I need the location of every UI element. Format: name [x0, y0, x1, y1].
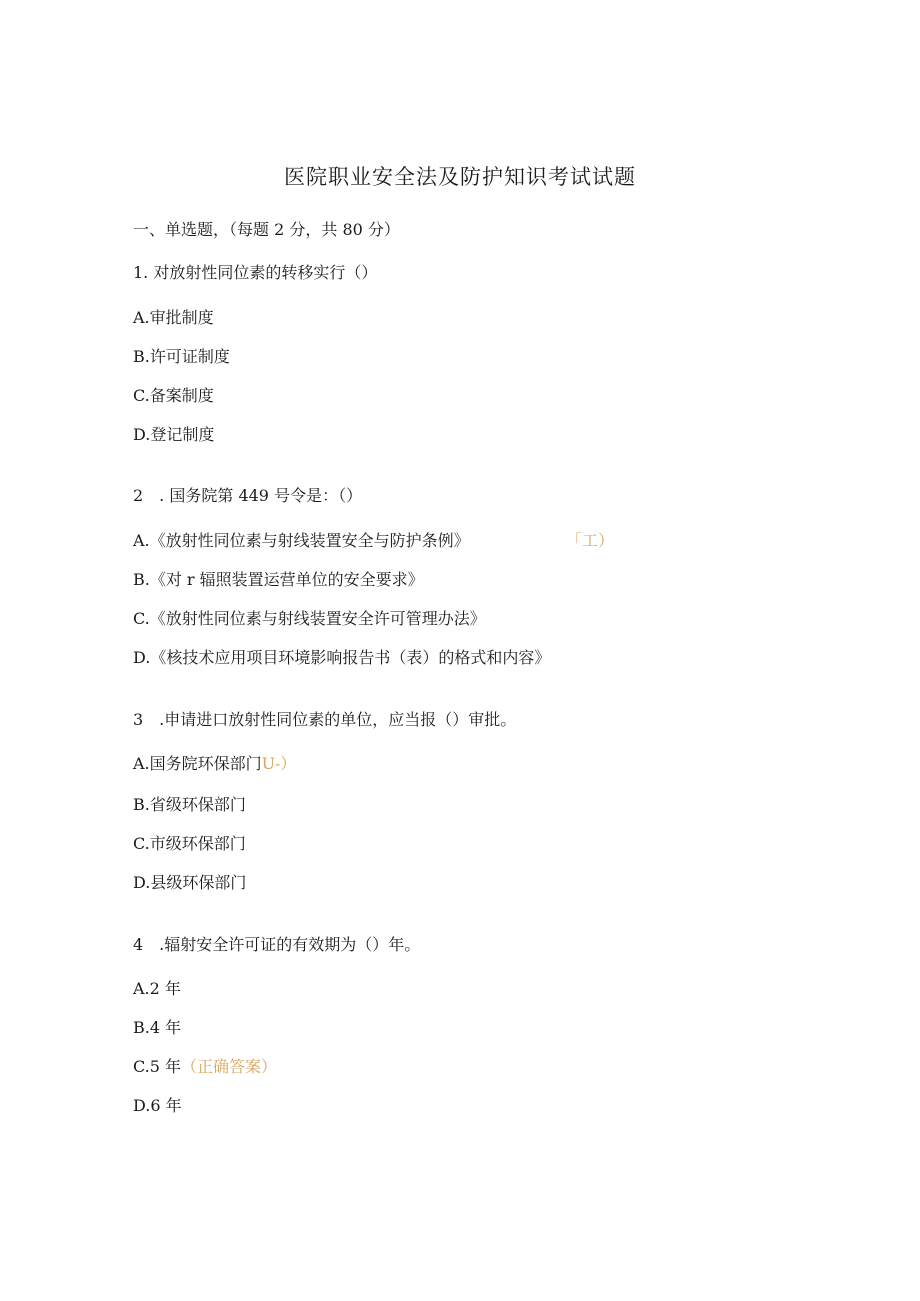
question-1-option-c: C.备案制度 [133, 386, 214, 405]
question-1-option-d: D.登记制度 [133, 425, 215, 444]
question-4-stem: 4 .辐射安全许可证的有效期为（）年。 [133, 935, 421, 954]
question-4-option-c-text: C.5 年 [133, 1057, 182, 1076]
question-2-option-a-mark: 「工） [566, 531, 615, 550]
question-3-option-a [133, 754, 296, 774]
question-3-option-a-mark: U-） [261, 754, 297, 773]
question-4-option-c [133, 1057, 277, 1077]
correct-answer-mark: （正确答案） [181, 1057, 278, 1076]
question-4-option-a: A.2 年 [133, 979, 181, 998]
question-2-option-b: B.《对 r 辐照装置运营单位的安全要求》 [133, 570, 424, 589]
question-3-option-d: D.县级环保部门 [133, 873, 247, 892]
question-1-option-b: B.许可证制度 [133, 347, 230, 366]
question-2-option-c: C.《放射性同位素与射线装置安全许可管理办法》 [133, 609, 486, 628]
question-3-option-c: C.市级环保部门 [133, 834, 246, 853]
question-4-option-d: D.6 年 [133, 1096, 182, 1115]
question-4-option-b: B.4 年 [133, 1018, 182, 1037]
question-3-option-b: B.省级环保部门 [133, 795, 246, 814]
question-2-stem: 2 . 国务院第 449 号令是：（） [133, 486, 363, 505]
question-3-option-a-text: A.国务院环保部门 [133, 754, 262, 773]
section-heading: 一、单选题，（每题 2 分，共 80 分） [133, 220, 400, 239]
question-2-option-a: A.《放射性同位素与射线装置安全与防护条例》 [133, 531, 470, 550]
question-3-stem: 3 .申请进口放射性同位素的单位，应当报（）审批。 [133, 710, 517, 729]
question-1-stem: 1. 对放射性同位素的转移实行（） [133, 263, 378, 282]
exam-title: 医院职业安全法及防护知识考试试题 [284, 165, 636, 189]
question-1-option-a: A.审批制度 [133, 308, 214, 327]
question-2-option-d: D.《核技术应用项目环境影响报告书（表）的格式和内容》 [133, 648, 551, 667]
